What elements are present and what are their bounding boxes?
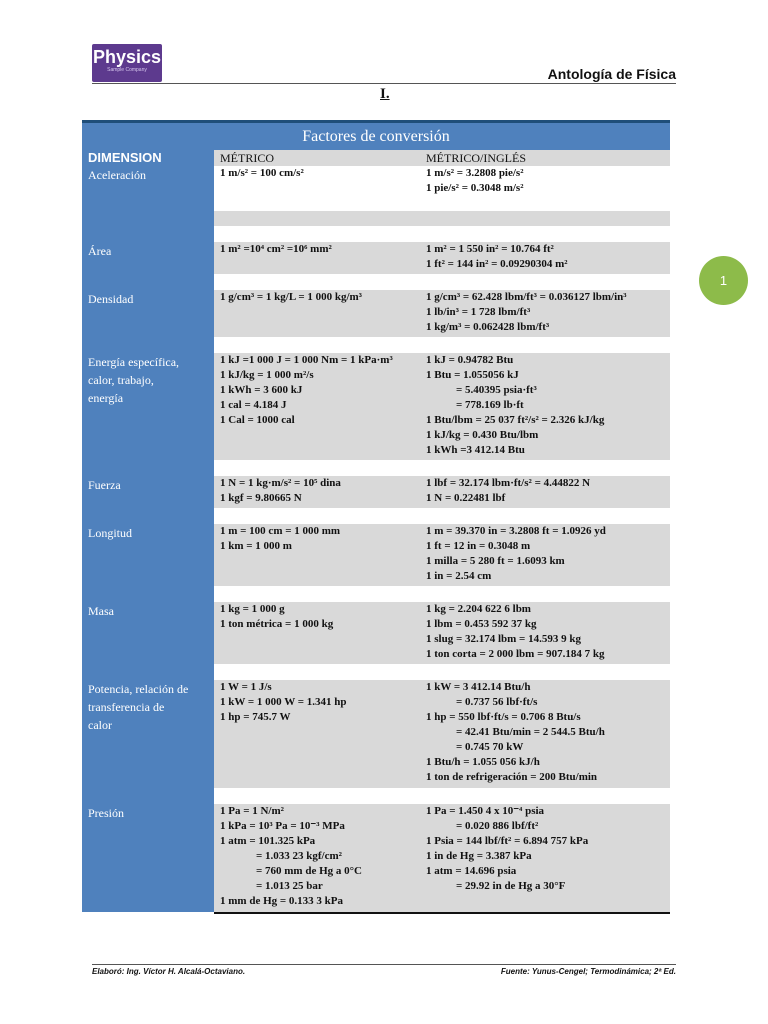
table-bottom-rule	[214, 912, 670, 914]
english-cell: 1 m = 39.370 in = 3.2808 ft = 1.0926 yd 1 ft = 12 in = 0.3048 m 1 milla = 5 280 ft = 1.6093 km 1 in = 2.54 cm	[422, 524, 670, 586]
metric-cell: 1 W = 1 J/s 1 kW = 1 000 W = 1.341 hp 1 hp = 745.7 W	[214, 680, 422, 788]
row-aceleracion	[82, 166, 670, 226]
conversion-table	[82, 120, 670, 914]
row-area	[82, 242, 670, 274]
dim-label: Energía específica, calor, trabajo, energía	[82, 353, 214, 460]
metric-cell: 1 g/cm³ = 1 kg/L = 1 000 kg/m³	[214, 290, 422, 337]
section-number: I.	[380, 86, 390, 102]
row-energia	[82, 353, 670, 460]
english-cell: 1 g/cm³ = 62.428 lbm/ft³ = 0.036127 lbm/in³ 1 lb/in³ = 1 728 lbm/ft³ 1 kg/m³ = 0.062428 lbm/ft³	[422, 290, 670, 337]
row-masa	[82, 602, 670, 664]
metric-cell: 1 Pa = 1 N/m² 1 kPa = 10³ Pa = 10⁻³ MPa 1 atm = 101.325 kPa = 1.033 23 kgf/cm² = 760 mm de Hg a 0°C = 1.013 25 bar 1 mm de Hg = 0.133 3 kPa	[214, 804, 422, 912]
english-cell: 1 m/s² = 3.2808 pie/s² 1 pie/s² = 0.3048 m/s²	[422, 166, 670, 226]
english-cell: 1 m² = 1 550 in² = 10.764 ft² 1 ft² = 144 in² = 0.09290304 m²	[422, 242, 670, 274]
dim-label: Área	[82, 242, 214, 274]
dim-label: Fuerza	[82, 476, 214, 508]
english-cell: 1 kg = 2.204 622 6 lbm 1 lbm = 0.453 592 37 kg 1 slug = 32.174 lbm = 14.593 9 kg 1 ton corta = 2 000 lbm = 907.184 7 kg	[422, 602, 670, 664]
col-header-dimension: DIMENSION	[82, 150, 214, 166]
dim-label: Potencia, relación de transferencia de calor	[82, 680, 214, 788]
english-cell: 1 lbf = 32.174 lbm·ft/s² = 4.44822 N 1 N = 0.22481 lbf	[422, 476, 670, 508]
dim-label: Densidad	[82, 290, 214, 337]
dim-label: Presión	[82, 804, 214, 912]
document-title: Antología de Física	[547, 66, 676, 82]
table-title: Factores de conversión	[82, 120, 670, 150]
metric-cell: 1 kg = 1 000 g 1 ton métrica = 1 000 kg	[214, 602, 422, 664]
dim-label: Longitud	[82, 524, 214, 586]
row-potencia	[82, 680, 670, 788]
table-header-row	[82, 150, 670, 166]
logo-word: Physics	[92, 47, 162, 67]
dim-label: Masa	[82, 602, 214, 664]
metric-cell: 1 kJ =1 000 J = 1 000 Nm = 1 kPa·m³ 1 kJ/kg = 1 000 m²/s 1 kWh = 3 600 kJ 1 cal = 4.184 J 1 Cal = 1000 cal	[214, 353, 422, 460]
english-cell: 1 kW = 3 412.14 Btu/h = 0.737 56 lbf·ft/s 1 hp = 550 lbf·ft/s = 0.706 8 Btu/s = 42.41 Btu/min = 2 544.5 Btu/h = 0.745 70 kW 1 Btu/h = 1.055 056 kJ/h 1 ton de refrigeración = 200 Btu/min	[422, 680, 670, 788]
footer-source: Fuente: Yunus-Cengel; Termodinámica; 2ª Ed.	[500, 967, 676, 976]
dim-label: Aceleración	[82, 166, 214, 226]
physics-logo	[92, 44, 162, 82]
metric-cell: 1 m/s² = 100 cm/s²	[214, 166, 422, 226]
col-header-metric: MÉTRICO	[214, 150, 422, 166]
footer-author: Elaboró: Ing. Víctor H. Alcalá-Octaviano.	[92, 967, 246, 976]
page-number-badge: 1	[699, 256, 748, 305]
metric-cell: 1 m² =10⁴ cm² =10⁶ mm²	[214, 242, 422, 274]
metric-cell: 1 N = 1 kg·m/s² = 10⁵ dina 1 kgf = 9.80665 N	[214, 476, 422, 508]
row-presion	[82, 804, 670, 912]
header-rule	[92, 83, 676, 84]
metric-cell: 1 m = 100 cm = 1 000 mm 1 km = 1 000 m	[214, 524, 422, 586]
english-cell: 1 Pa = 1.450 4 x 10⁻⁴ psia = 0.020 886 lbf/ft² 1 Psia = 144 lbf/ft² = 6.894 757 kPa 1 in de Hg = 3.387 kPa 1 atm = 14.696 psia = 29.92 in de Hg a 30°F	[422, 804, 670, 912]
row-fuerza	[82, 476, 670, 508]
row-longitud	[82, 524, 670, 586]
english-cell: 1 kJ = 0.94782 Btu 1 Btu = 1.055056 kJ = 5.40395 psia·ft³ = 778.169 lb·ft 1 Btu/lbm = 25 037 ft²/s² = 2.326 kJ/kg 1 kJ/kg = 0.430 Btu/lbm 1 kWh =3 412.14 Btu	[422, 353, 670, 460]
footer-rule	[92, 964, 676, 965]
col-header-metric-english: MÉTRICO/INGLÉS	[422, 150, 670, 166]
row-densidad	[82, 290, 670, 337]
logo-subtitle: Sample Company	[107, 67, 147, 73]
